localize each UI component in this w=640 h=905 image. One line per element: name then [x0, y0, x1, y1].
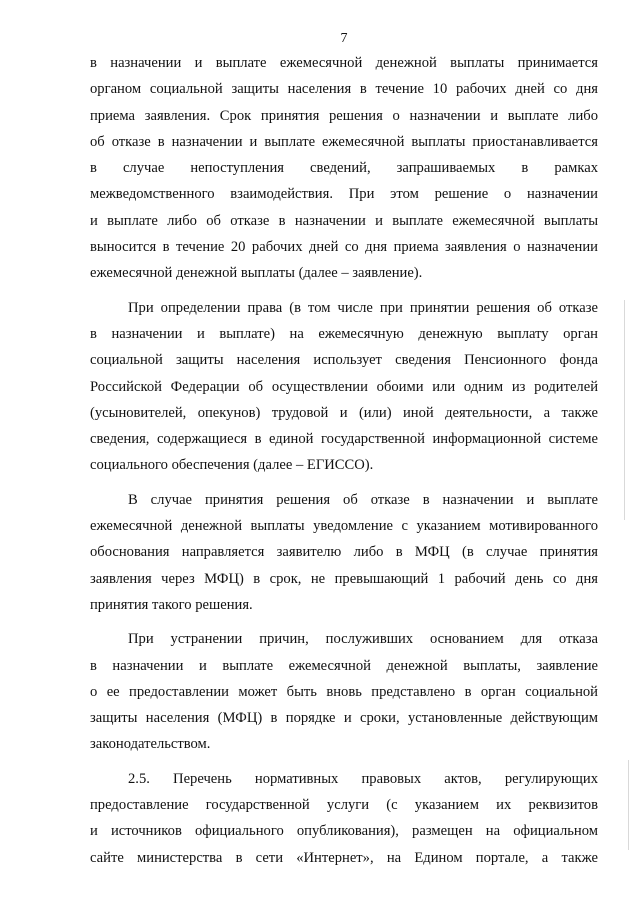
- scan-artifact: [628, 760, 629, 850]
- text-line: сайте министерства в сети «Интернет», на Едином портале, а также: [90, 849, 598, 866]
- page-number: 7: [340, 31, 348, 46]
- text-line: приема заявления. Срок принятия решения о назначении и выплате либо: [90, 107, 598, 124]
- text-line: законодательством.: [90, 736, 211, 753]
- text-line: При устранении причин, послуживших основанием для отказа: [128, 631, 598, 648]
- text-line: межведомственного взаимодействия. При этом решение о назначении: [90, 186, 598, 203]
- text-line: предоставление государственной услуги (с указанием их реквизитов: [90, 797, 598, 814]
- text-line: в назначении и выплате) на ежемесячную денежную выплату орган: [90, 325, 598, 342]
- text-line: и выплате либо об отказе в назначении и выплате ежемесячной выплаты: [90, 212, 598, 229]
- paragraph-2: [90, 295, 598, 479]
- text-line: Российской Федерации об осуществлении обоими или одним из родителей: [90, 378, 598, 395]
- text-line: в назначении и выплате ежемесячной денежной выплаты, заявление: [90, 657, 598, 674]
- text-line: сведения, содержащиеся в единой государственной информационной системе: [90, 431, 598, 448]
- text-line: об отказе в назначении и выплате ежемесячной выплаты приостанавливается: [90, 133, 598, 150]
- text-line: социального обеспечения (далее – ЕГИССО).: [90, 457, 374, 474]
- document-body: [90, 50, 598, 871]
- text-line: При определении права (в том числе при принятии решения об отказе: [128, 299, 598, 316]
- text-line: принятия такого решения.: [90, 596, 253, 613]
- text-line: 2.5. Перечень нормативных правовых актов, регулирующих: [128, 770, 598, 787]
- text-line: в случае непоступления сведений, запрашиваемых в рамках: [90, 160, 598, 177]
- text-line: в назначении и выплате ежемесячной денежной выплаты принимается: [90, 55, 598, 71]
- text-line: ежемесячной денежной выплаты (далее – заявление).: [90, 265, 423, 282]
- text-line: защиты населения (МФЦ) в порядке и сроки, установленные действующим: [90, 710, 598, 727]
- paragraph-spacer: [90, 287, 598, 295]
- paragraph-1: [90, 50, 598, 287]
- paragraph-3: [90, 487, 598, 618]
- paragraph-spacer: [90, 758, 598, 766]
- scan-artifact: [624, 300, 625, 520]
- text-line: обоснования направляется заявителю либо в МФЦ (в случае принятия: [90, 544, 598, 561]
- text-line: заявления через МФЦ) в срок, не превышающий 1 рабочий день со дня: [90, 570, 598, 587]
- paragraph-spacer: [90, 479, 598, 487]
- text-line: выносится в течение 20 рабочих дней со дня приема заявления о назначении: [90, 239, 598, 256]
- text-line: ежемесячной денежной выплаты уведомление с указанием мотивированного: [90, 518, 598, 535]
- text-line: (усыновителей, опекунов) трудовой и (или) иной деятельности, а также: [90, 404, 598, 421]
- paragraph-5: [90, 766, 598, 871]
- text-line: В случае принятия решения об отказе в назначении и выплате: [128, 491, 598, 508]
- text-line: и источников официального опубликования), размещен на официальном: [90, 823, 598, 840]
- paragraph-spacer: [90, 618, 598, 626]
- text-line: о ее предоставлении может быть вновь представлено в орган социальной: [90, 683, 598, 700]
- text-line: социальной защиты населения использует сведения Пенсионного фонда: [90, 352, 598, 369]
- paragraph-4: [90, 626, 598, 757]
- text-line: органом социальной защиты населения в течение 10 рабочих дней со дня: [90, 81, 598, 98]
